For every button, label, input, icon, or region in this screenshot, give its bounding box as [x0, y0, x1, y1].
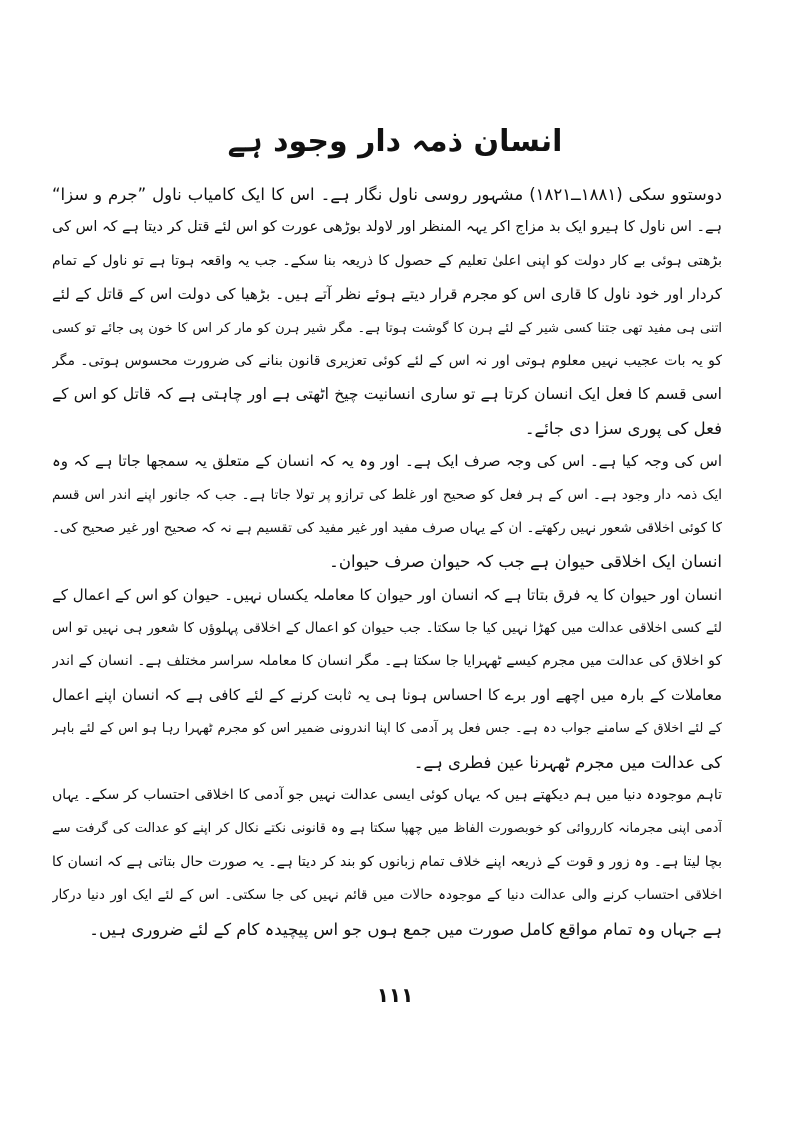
text-line: کا کوئی اخلاقی شعور نہیں رکھتے۔ ان کے یہاں صرف مفید اور غیر مفید کی تقسیم ہے نہ کہ صحیح اور غیر صحیح کی۔: [52, 519, 722, 536]
text-line: ہے جہاں وہ تمام مواقع کامل صورت میں جمع ہوں جو اس پیچیدہ کام کے لئے ضروری ہیں۔: [89, 919, 722, 939]
text-line: ایک ذمہ دار وجود ہے۔ اس کے ہر فعل کو صحیح اور غلط کی ترازو پر تولا جاتا ہے۔ جب کہ جانور اپنے اندر اس قسم: [52, 486, 722, 503]
text-line: اتنی ہی مفید تھی جتنا کسی شیر کے لئے ہرن کا گوشت ہوتا ہے۔ مگر شیر ہرن کو مار کر اس کا خون پی جائے تو کسی: [52, 320, 722, 336]
text-line: انسان اور حیوان کا یہ فرق بتاتا ہے کہ انسان اور حیوان کا معاملہ یکساں نہیں۔ حیوان کو اس کے اعمال کے: [52, 585, 722, 604]
text-line: کو اخلاق کی عدالت میں مجرم کیسے ٹھہرایا جا سکتا ہے۔ مگر انسان کا معاملہ سراسر مختلف ہے۔ انسان کے اندر: [52, 653, 722, 670]
text-line: بڑھتی ہوئی بے کار دولت کو اپنی اعلیٰ تعلیم کے حصول کا ذریعہ بنا سکے۔ جب یہ واقعہ ہوتا ہے تو ناول کے تمام: [52, 252, 722, 269]
page-number: ۱۱۱: [376, 983, 414, 1007]
text-line: فعل کی پوری سزا دی جائے۔: [524, 418, 722, 438]
text-line: کے لئے اخلاق کے سامنے جواب دہ ہے۔ جس فعل پر آدمی کا اپنا اندرونی ضمیر اس کو مجرم ٹھہرا رہا ہو اس کے لئے باہر: [52, 721, 722, 737]
text-line: دوستوو سکی (۱۸۸۱ــ۱۸۲۱) مشہور روسی ناول نگار ہے۔ اس کا ایک کامیاب ناول ”جرم و سزا“: [52, 185, 722, 204]
text-line: ہے۔ اس ناول کا ہیرو ایک بد مزاج اکر یہہ المنظر اور لاولد بوڑھی عورت کو اس لئے قتل کر دیتا ہے کہ اس کی: [52, 219, 722, 236]
body-text: [52, 178, 722, 946]
text-line: اسی قسم کا فعل ایک انسان کرتا ہے تو ساری انسانیت چیخ اٹھتی ہے اور چاہتی ہے کہ قاتل کو اس کے: [52, 385, 722, 404]
page-title: انسان ذمہ دار وجود ہے: [227, 124, 563, 159]
text-line: انسان ایک اخلاقی حیوان ہے جب کہ حیوان صرف حیوان۔: [329, 552, 722, 572]
text-line: کو یہ بات عجیب نہیں معلوم ہوتی اور نہ اس کے لئے کوئی تعزیری قانون بنانے کی ضرورت محسوس ہوتی۔ مگر: [52, 352, 722, 369]
text-line: کی عدالت میں مجرم ٹھہرنا عین فطری ہے۔: [413, 752, 722, 772]
text-line: اخلاقی احتساب کرنے والی عدالت دنیا کے موجودہ حالات میں قائم نہیں کی جا سکتی۔ اس کے لئے ایک اور دنیا درکار: [52, 887, 722, 904]
text-line: کردار اور خود ناول کا قاری اس کو مجرم قرار دیتے ہوئے نظر آتے ہیں۔ بڑھیا کی دولت اس کے قاتل کے لئے: [52, 285, 722, 304]
text-line: معاملات کے بارہ میں اچھے اور برے کا احساس ہونا ہی یہ ثابت کرنے کے لئے کافی ہے کہ انسان اپنے اعمال: [52, 685, 722, 704]
text-line: لئے کسی اخلاقی عدالت میں کھڑا نہیں کیا جا سکتا۔ جب حیوان کو اعمال کے اخلاقی پہلوؤں کا شعور ہی نہیں تو اس: [52, 620, 722, 637]
text-line: آدمی اپنی مجرمانہ کارروائی کو خوبصورت الفاظ میں چھپا سکتا ہے وہ قانونی نکتے نکال کر اپنے کو عدالت کی گرفت سے: [52, 821, 722, 837]
text-line: تاہم موجودہ دنیا میں ہم دیکھتے ہیں کہ یہاں کوئی ایسی عدالت نہیں جو آدمی کا اخلاقی احتساب کر سکے۔ یہاں: [52, 787, 722, 804]
text-line: اس کی وجہ کیا ہے۔ اس کی وجہ صرف ایک ہے۔ اور وہ یہ کہ انسان کے متعلق یہ سمجھا جاتا ہے کہ وہ: [52, 452, 722, 471]
text-line: بچا لیتا ہے۔ وہ زور و قوت کے ذریعہ اپنے خلاف تمام زبانوں کو بند کر دیتا ہے۔ یہ صورت حال بتاتی ہے کہ انسان کا: [52, 853, 722, 870]
